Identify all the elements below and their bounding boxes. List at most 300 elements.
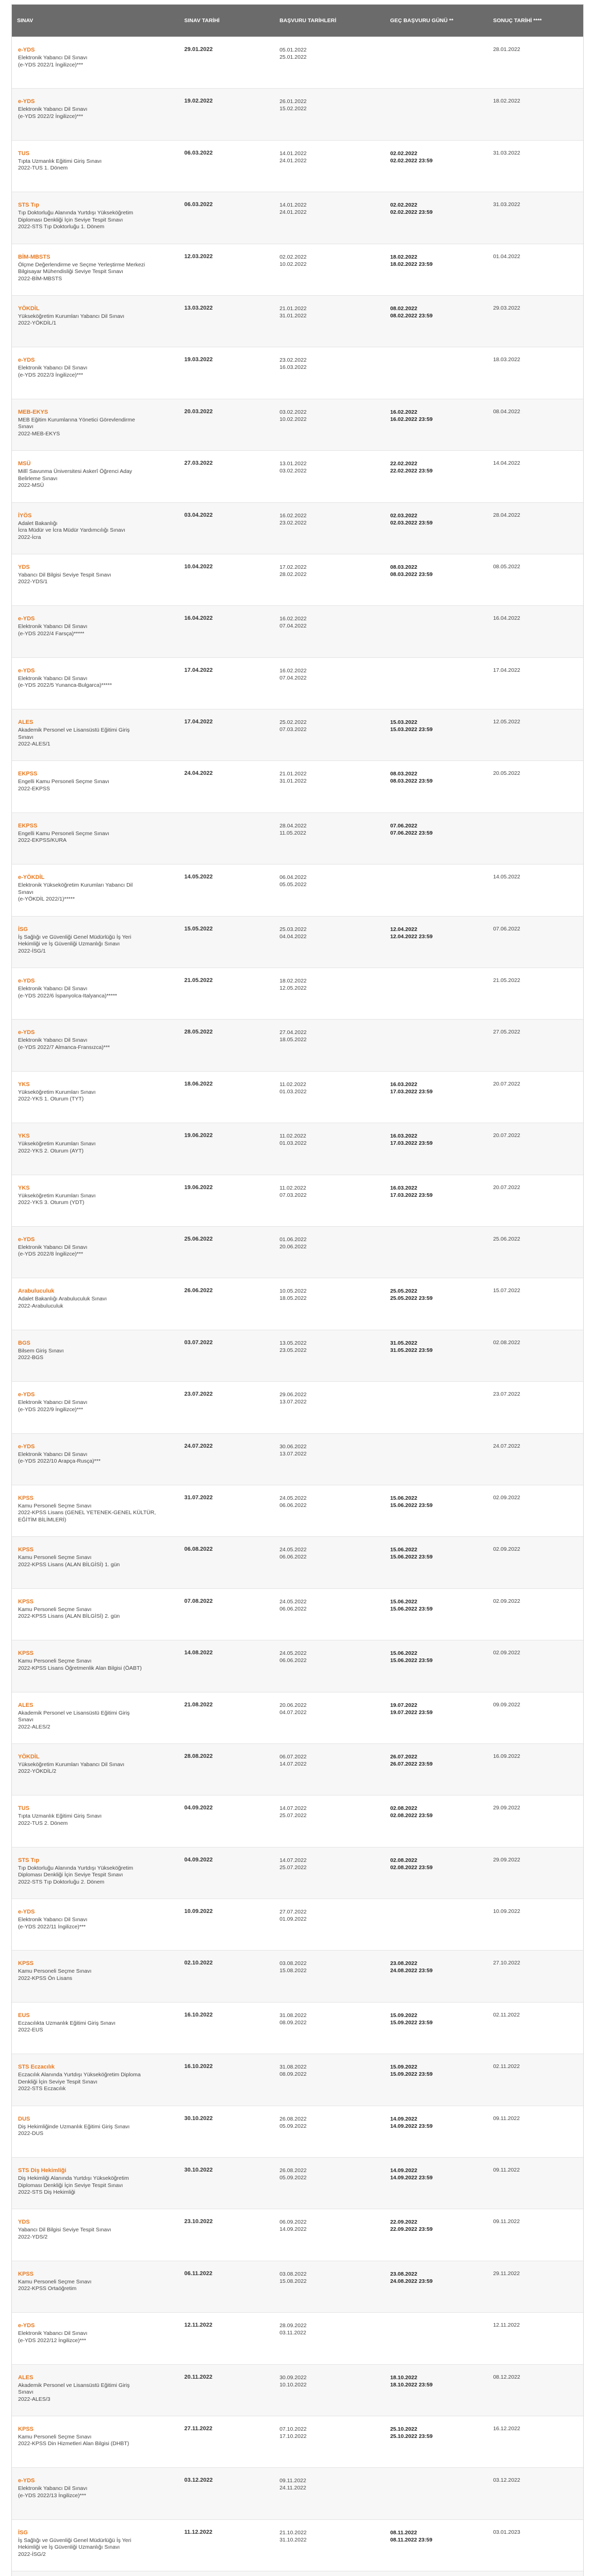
exam-date: 03.12.2022 bbox=[184, 2477, 213, 2484]
late-application-dates: 02.08.2022 02.08.2022 23:59 bbox=[390, 1805, 433, 1819]
late-application-dates: 15.03.2022 15.03.2022 23:59 bbox=[390, 719, 433, 733]
application-dates: 31.08.2022 08.09.2022 bbox=[279, 2012, 307, 2026]
late-application-cell bbox=[385, 1692, 488, 1743]
result-date-cell bbox=[488, 2313, 583, 2364]
table-body bbox=[12, 37, 583, 2576]
late-application-cell bbox=[385, 2003, 488, 2054]
late-application-cell bbox=[385, 554, 488, 605]
exam-cell bbox=[12, 1692, 179, 1743]
exam-code-link[interactable]: YÖKDİL bbox=[18, 1753, 40, 1760]
table-row bbox=[12, 1536, 583, 1588]
exam-cell bbox=[12, 347, 179, 398]
exam-description: Elektronik Yabancı Dil Sınavı (e-YDS 2022/3 İngilizce)*** bbox=[18, 365, 88, 378]
result-date: 17.04.2022 bbox=[493, 667, 520, 673]
application-dates-cell bbox=[274, 1175, 385, 1226]
exam-code-link[interactable]: İYÖS bbox=[18, 512, 32, 519]
result-date: 09.09.2022 bbox=[493, 1701, 520, 1708]
late-application-dates: 14.09.2022 14.09.2022 23:59 bbox=[390, 2167, 433, 2181]
late-application-dates: 18.10.2022 18.10.2022 23:59 bbox=[390, 2374, 433, 2388]
exam-code-link[interactable]: YKS bbox=[18, 1184, 30, 1191]
exam-date-cell bbox=[179, 865, 274, 916]
application-dates: 13.05.2022 23.05.2022 bbox=[279, 1340, 307, 1353]
table-row bbox=[12, 1899, 583, 1950]
table-row bbox=[12, 502, 583, 554]
application-dates: 05.01.2022 25.01.2022 bbox=[279, 47, 307, 60]
exam-date-cell bbox=[179, 1537, 274, 1588]
application-dates-cell bbox=[274, 1227, 385, 1278]
exam-date-cell bbox=[179, 451, 274, 502]
exam-date: 02.10.2022 bbox=[184, 1960, 213, 1967]
exam-code-link[interactable]: İSG bbox=[18, 2529, 28, 2536]
application-dates-cell bbox=[274, 1434, 385, 1485]
late-application-dates: 26.07.2022 26.07.2022 23:59 bbox=[390, 1753, 433, 1767]
result-date-cell bbox=[488, 1434, 583, 1485]
exam-code-link[interactable]: STS Eczacılık bbox=[18, 2064, 55, 2071]
application-dates-cell bbox=[274, 89, 385, 140]
exam-description: Tıpta Uzmanlık Eğitimi Giriş Sınavı 2022-TUS 1. Dönem bbox=[18, 158, 102, 172]
late-application-dates: 15.06.2022 15.06.2022 23:59 bbox=[390, 1650, 433, 1664]
exam-description: Elektronik Yabancı Dil Sınavı (e-YDS 2022/9 İngilizce)*** bbox=[18, 1399, 88, 1413]
table-row bbox=[12, 140, 583, 192]
result-date-cell bbox=[488, 1020, 583, 1071]
exam-code-link[interactable]: KPSS bbox=[18, 1650, 34, 1657]
table-row bbox=[12, 1485, 583, 1536]
late-application-cell bbox=[385, 813, 488, 864]
exam-code-link[interactable]: STS Tıp bbox=[18, 1857, 39, 1863]
exam-description: Kamu Personeli Seçme Sınavı 2022-KPSS Din Hizmetleri Alan Bilgisi (DHBT) bbox=[18, 2433, 129, 2447]
result-date: 29.03.2022 bbox=[493, 304, 520, 311]
exam-code-link[interactable]: e-YDS bbox=[18, 978, 35, 985]
exam-cell bbox=[12, 865, 179, 916]
application-dates: 24.05.2022 06.06.2022 bbox=[279, 1495, 307, 1509]
exam-date: 11.12.2022 bbox=[184, 2529, 212, 2535]
application-dates-cell bbox=[274, 1330, 385, 1381]
table-row bbox=[12, 1330, 583, 1381]
application-dates: 21.10.2022 31.10.2022 bbox=[279, 2529, 307, 2543]
exam-cell bbox=[12, 2571, 179, 2576]
application-dates: 03.02.2022 10.02.2022 bbox=[279, 409, 307, 422]
application-dates-cell bbox=[274, 1382, 385, 1433]
application-dates: 14.07.2022 25.07.2022 bbox=[279, 1857, 307, 1871]
exam-code-link[interactable]: MEB-EKYS bbox=[18, 409, 48, 415]
result-date: 12.05.2022 bbox=[493, 719, 520, 725]
exam-cell bbox=[12, 1278, 179, 1329]
exam-description: Akademik Personel ve Lisansüstü Eğitimi Giriş Sınavı 2022-ALES/3 bbox=[18, 2382, 130, 2402]
table-row bbox=[12, 2312, 583, 2364]
exam-date: 06.03.2022 bbox=[184, 149, 213, 156]
exam-code-link[interactable]: KPSS bbox=[18, 1495, 34, 1501]
exam-description: Yabancı Dil Bilgisi Seviye Tespit Sınavı 2022-YDS/2 bbox=[18, 2227, 111, 2240]
exam-description: Adalet Bakanlığı İcra Müdür ve İcra Müdür Yardımcılığı Sınavı 2022-İcra bbox=[18, 520, 125, 540]
exam-cell bbox=[12, 2054, 179, 2105]
exam-date: 31.07.2022 bbox=[184, 1494, 213, 1501]
result-date: 20.07.2022 bbox=[493, 1132, 520, 1139]
exam-code-link[interactable]: KPSS bbox=[18, 1960, 34, 1967]
late-application-cell bbox=[385, 1485, 488, 1536]
exam-date-cell bbox=[179, 2054, 274, 2105]
exam-code-link[interactable]: BGS bbox=[18, 1340, 30, 1346]
exam-date-cell bbox=[179, 2571, 274, 2576]
exam-date-cell bbox=[179, 554, 274, 605]
exam-code-link[interactable]: YÖKDİL bbox=[18, 305, 40, 312]
result-date: 27.10.2022 bbox=[493, 1960, 520, 1967]
application-dates-cell bbox=[274, 865, 385, 916]
exam-code-link[interactable]: Arabuluculuk bbox=[18, 1288, 55, 1295]
table-row bbox=[12, 2261, 583, 2312]
exam-cell bbox=[12, 244, 179, 295]
exam-description: Engelli Kamu Personeli Seçme Sınavı 2022-EKPSS bbox=[18, 778, 109, 792]
exam-code-link[interactable]: DUS bbox=[18, 2115, 30, 2122]
application-dates-cell bbox=[274, 554, 385, 605]
table-row bbox=[12, 192, 583, 243]
result-date: 08.05.2022 bbox=[493, 563, 520, 570]
exam-cell bbox=[12, 1951, 179, 2002]
exam-code-link[interactable]: KPSS bbox=[18, 1547, 34, 1553]
result-date-cell bbox=[488, 1485, 583, 1536]
late-application-dates: 02.08.2022 02.08.2022 23:59 bbox=[390, 1857, 433, 1871]
exam-date: 18.06.2022 bbox=[184, 1080, 213, 1087]
application-dates-cell bbox=[274, 2520, 385, 2571]
exam-description: Eczacılık Alanında Yurtdışı Yükseköğretim Diploma Denkliği İçin Seviye Tespit Sınavı 2022-STS Eczacılık bbox=[18, 2072, 141, 2092]
exam-code-link[interactable]: KPSS bbox=[18, 2426, 34, 2432]
application-dates: 30.09.2022 10.10.2022 bbox=[279, 2374, 307, 2388]
late-application-cell bbox=[385, 1227, 488, 1278]
exam-date: 23.07.2022 bbox=[184, 1391, 213, 1398]
exam-code-link[interactable]: e-YDS bbox=[18, 1443, 35, 1450]
exam-cell bbox=[12, 399, 179, 450]
result-date: 16.12.2022 bbox=[493, 2425, 520, 2432]
result-date: 12.11.2022 bbox=[493, 2322, 520, 2329]
result-date-cell bbox=[488, 2571, 583, 2576]
exam-code-link[interactable]: e-YDS bbox=[18, 357, 35, 364]
exam-cell bbox=[12, 968, 179, 1019]
late-application-dates: 02.02.2022 02.02.2022 23:59 bbox=[390, 150, 433, 164]
exam-code-link[interactable]: e-YDS bbox=[18, 98, 35, 105]
late-application-cell bbox=[385, 399, 488, 450]
exam-description: MEB Eğitim Kurumlarına Yönetici Görevlendirme Sınavı 2022-MEB-EKYS bbox=[18, 416, 135, 437]
late-application-cell bbox=[385, 2571, 488, 2576]
exam-description: Akademik Personel ve Lisansüstü Eğitimi Giriş Sınavı 2022-ALES/1 bbox=[18, 727, 130, 748]
table-row bbox=[12, 709, 583, 760]
exam-cell bbox=[12, 2416, 179, 2467]
late-application-cell bbox=[385, 451, 488, 502]
header-application-dates: BAŞVURU TARİHLERİ bbox=[279, 18, 337, 24]
header-result-date: SONUÇ TARİHİ **** bbox=[493, 18, 542, 24]
late-application-cell bbox=[385, 2468, 488, 2519]
application-dates-cell bbox=[274, 968, 385, 1019]
exam-code-link[interactable]: YKS bbox=[18, 1081, 30, 1088]
late-application-dates: 07.06.2022 07.06.2022 23:59 bbox=[390, 822, 433, 836]
table-row bbox=[12, 244, 583, 295]
exam-description: Kamu Personeli Seçme Sınavı 2022-KPSS Lisans (ALAN BİLGİSİ) 2. gün bbox=[18, 1606, 120, 1620]
exam-cell bbox=[12, 1175, 179, 1226]
exam-description: Ölçme Değerlendirme ve Seçme Yerleştirme Merkezi Bilgisayar Mühendisliği Seviye Tespit Sınavı 2022-BİM-MBSTS bbox=[18, 261, 145, 282]
application-dates-cell bbox=[274, 399, 385, 450]
late-application-dates: 15.06.2022 15.06.2022 23:59 bbox=[390, 1547, 433, 1561]
exam-date: 21.05.2022 bbox=[184, 977, 213, 984]
late-application-dates: 15.09.2022 15.09.2022 23:59 bbox=[390, 2064, 433, 2078]
exam-code-link[interactable]: MSÜ bbox=[18, 461, 31, 467]
exam-date-cell bbox=[179, 658, 274, 709]
exam-code-link[interactable]: YDS bbox=[18, 564, 30, 570]
exam-cell bbox=[12, 2209, 179, 2260]
exam-code-link[interactable]: İSG bbox=[18, 926, 28, 933]
exam-code-link[interactable]: e-YDS bbox=[18, 1392, 35, 1398]
result-date-cell bbox=[488, 2158, 583, 2209]
result-date-cell bbox=[488, 1278, 583, 1329]
result-date: 27.05.2022 bbox=[493, 1029, 520, 1036]
exam-code-link[interactable]: EUS bbox=[18, 2012, 30, 2019]
exam-cell bbox=[12, 296, 179, 347]
late-application-cell bbox=[385, 2365, 488, 2416]
table-row bbox=[12, 1278, 583, 1329]
exam-code-link[interactable]: ALES bbox=[18, 2374, 34, 2381]
exam-code-link[interactable]: ALES bbox=[18, 1702, 34, 1708]
exam-date: 16.10.2022 bbox=[184, 2011, 213, 2018]
exam-code-link[interactable]: e-YÖKDİL bbox=[18, 874, 45, 881]
exam-date: 12.11.2022 bbox=[184, 2322, 212, 2329]
exam-description: Kamu Personeli Seçme Sınavı 2022-KPSS Ortaöğretim bbox=[18, 2278, 92, 2292]
exam-code-link[interactable]: e-YDS bbox=[18, 1236, 35, 1243]
late-application-dates: 22.09.2022 22.09.2022 23:59 bbox=[390, 2219, 433, 2233]
exam-description: Kamu Personeli Seçme Sınavı 2022-KPSS Ön Lisans bbox=[18, 1968, 92, 1981]
result-date-cell bbox=[488, 244, 583, 295]
result-date-cell bbox=[488, 2468, 583, 2519]
exam-date: 23.10.2022 bbox=[184, 2218, 213, 2225]
exam-description: Bilsem Giriş Sınavı 2022-BGS bbox=[18, 1347, 64, 1361]
exam-code-link[interactable]: e-YDS bbox=[18, 667, 35, 674]
exam-date: 17.04.2022 bbox=[184, 719, 213, 725]
exam-cell bbox=[12, 606, 179, 657]
exam-code-link[interactable]: YKS bbox=[18, 1133, 30, 1140]
exam-date: 27.03.2022 bbox=[184, 460, 213, 467]
result-date-cell bbox=[488, 1589, 583, 1640]
table-row bbox=[12, 2157, 583, 2209]
result-date-cell bbox=[488, 2003, 583, 2054]
result-date-cell bbox=[488, 1692, 583, 1743]
exam-description: Elektronik Yabancı Dil Sınavı (e-YDS 2022/6 İspanyolca-Italyanca)***** bbox=[18, 986, 118, 999]
exam-date: 17.04.2022 bbox=[184, 667, 213, 673]
late-application-dates: 25.10.2022 25.10.2022 23:59 bbox=[390, 2426, 433, 2439]
exam-code-link[interactable]: e-YDS bbox=[18, 616, 35, 622]
exam-code-link[interactable]: EKPSS bbox=[18, 822, 38, 829]
table-row bbox=[12, 1226, 583, 1278]
table-row bbox=[12, 2519, 583, 2571]
table-row bbox=[12, 2416, 583, 2467]
late-application-cell bbox=[385, 1123, 488, 1174]
application-dates: 18.02.2022 12.05.2022 bbox=[279, 978, 307, 992]
exam-description: Elektronik Yabancı Dil Sınavı (e-YDS 2022/4 Farsça)***** bbox=[18, 623, 88, 637]
result-date: 16.04.2022 bbox=[493, 615, 520, 622]
result-date: 14.05.2022 bbox=[493, 874, 520, 880]
late-application-dates: 02.02.2022 02.02.2022 23:59 bbox=[390, 202, 433, 216]
exam-code-link[interactable]: KPSS bbox=[18, 1598, 34, 1605]
exam-description: Tıpta Uzmanlık Eğitimi Giriş Sınavı 2022-TUS 2. Dönem bbox=[18, 1813, 102, 1826]
application-dates-cell bbox=[274, 1692, 385, 1743]
result-date-cell bbox=[488, 1537, 583, 1588]
exam-code-link[interactable]: e-YDS bbox=[18, 1909, 35, 1916]
exam-code-link[interactable]: BİM-MBSTS bbox=[18, 253, 51, 260]
table-row bbox=[12, 1692, 583, 1743]
exam-date-cell bbox=[179, 1123, 274, 1174]
exam-cell bbox=[12, 1485, 179, 1536]
application-dates-cell bbox=[274, 2571, 385, 2576]
exam-date-cell bbox=[179, 89, 274, 140]
exam-description: Elektronik Yabancı Dil Sınavı (e-YDS 2022/7 Almanca-Fransızca)*** bbox=[18, 1037, 110, 1050]
application-dates: 09.11.2022 24.11.2022 bbox=[279, 2478, 306, 2492]
result-date-cell bbox=[488, 968, 583, 1019]
exam-date: 24.04.2022 bbox=[184, 770, 213, 777]
exam-date-cell bbox=[179, 1382, 274, 1433]
exam-date: 21.08.2022 bbox=[184, 1701, 213, 1708]
late-application-dates: 12.04.2022 12.04.2022 23:59 bbox=[390, 926, 433, 940]
table-row bbox=[12, 812, 583, 864]
table-row bbox=[12, 2054, 583, 2105]
exam-date-cell bbox=[179, 2416, 274, 2467]
result-date: 29.11.2022 bbox=[493, 2270, 520, 2277]
late-application-cell bbox=[385, 1899, 488, 1950]
exam-code-link[interactable]: ALES bbox=[18, 719, 34, 726]
exam-date-cell bbox=[179, 1434, 274, 1485]
result-date-cell bbox=[488, 1951, 583, 2002]
exam-code-link[interactable]: e-YDS bbox=[18, 1029, 35, 1036]
exam-date-cell bbox=[179, 1227, 274, 1278]
exam-cell bbox=[12, 1744, 179, 1795]
result-date-cell bbox=[488, 347, 583, 398]
late-application-cell bbox=[385, 1175, 488, 1226]
application-dates-cell bbox=[274, 296, 385, 347]
application-dates-cell bbox=[274, 2468, 385, 2519]
late-application-cell bbox=[385, 296, 488, 347]
result-date-cell bbox=[488, 917, 583, 968]
exam-code-link[interactable]: KPSS bbox=[18, 2270, 34, 2277]
result-date: 31.03.2022 bbox=[493, 149, 520, 156]
result-date: 08.04.2022 bbox=[493, 408, 520, 415]
exam-date-cell bbox=[179, 761, 274, 812]
exam-date-cell bbox=[179, 2261, 274, 2312]
late-application-dates: 16.03.2022 17.03.2022 23:59 bbox=[390, 1133, 433, 1147]
late-application-cell bbox=[385, 1744, 488, 1795]
exam-code-link[interactable]: e-YDS bbox=[18, 2478, 35, 2484]
exam-description: Elektronik Yabancı Dil Sınavı (e-YDS 2022/2 İngilizce)*** bbox=[18, 106, 88, 120]
application-dates-cell bbox=[274, 1744, 385, 1795]
exam-description: Elektronik Yabancı Dil Sınavı (e-YDS 2022/11 İngilizce)*** bbox=[18, 1917, 88, 1930]
application-dates-cell bbox=[274, 2416, 385, 2467]
exam-date: 06.11.2022 bbox=[184, 2270, 212, 2277]
late-application-cell bbox=[385, 244, 488, 295]
late-application-cell bbox=[385, 37, 488, 88]
application-dates: 30.06.2022 13.07.2022 bbox=[279, 1443, 307, 1457]
table-row bbox=[12, 1433, 583, 1485]
exam-cell bbox=[12, 813, 179, 864]
exam-date-cell bbox=[179, 1692, 274, 1743]
exam-date-cell bbox=[179, 1795, 274, 1846]
result-date-cell bbox=[488, 1123, 583, 1174]
exam-code-link[interactable]: YDS bbox=[18, 2219, 30, 2226]
exam-code-link[interactable]: TUS bbox=[18, 150, 29, 157]
result-date: 09.11.2022 bbox=[493, 2218, 520, 2225]
exam-date-cell bbox=[179, 2209, 274, 2260]
application-dates: 27.07.2022 01.09.2022 bbox=[279, 1909, 307, 1923]
application-dates: 06.04.2022 05.05.2022 bbox=[279, 874, 307, 888]
application-dates: 14.01.2022 24.01.2022 bbox=[279, 202, 307, 216]
application-dates: 07.10.2022 17.10.2022 bbox=[279, 2426, 307, 2439]
exam-date: 04.09.2022 bbox=[184, 1856, 213, 1863]
result-date: 16.09.2022 bbox=[493, 1753, 520, 1759]
exam-date: 26.06.2022 bbox=[184, 1287, 213, 1294]
application-dates-cell bbox=[274, 1278, 385, 1329]
late-application-cell bbox=[385, 1537, 488, 1588]
exam-code-link[interactable]: EKPSS bbox=[18, 771, 38, 777]
exam-date-cell bbox=[179, 1020, 274, 1071]
application-dates-cell bbox=[274, 2209, 385, 2260]
result-date-cell bbox=[488, 296, 583, 347]
exam-cell bbox=[12, 1795, 179, 1846]
late-application-cell bbox=[385, 2261, 488, 2312]
late-application-cell bbox=[385, 347, 488, 398]
table-row bbox=[12, 1381, 583, 1433]
result-date-cell bbox=[488, 451, 583, 502]
table-row bbox=[12, 1795, 583, 1846]
exam-code-link[interactable]: TUS bbox=[18, 1805, 29, 1812]
table-header bbox=[12, 5, 583, 37]
application-dates: 11.02.2022 01.03.2022 bbox=[279, 1081, 307, 1095]
exam-cell bbox=[12, 917, 179, 968]
exam-cell bbox=[12, 2468, 179, 2519]
result-date-cell bbox=[488, 2365, 583, 2416]
exam-date: 10.04.2022 bbox=[184, 563, 213, 570]
application-dates: 28.04.2022 11.05.2022 bbox=[279, 822, 307, 836]
table-row bbox=[12, 657, 583, 709]
application-dates: 01.06.2022 20.06.2022 bbox=[279, 1236, 307, 1250]
result-date-cell bbox=[488, 606, 583, 657]
result-date-cell bbox=[488, 761, 583, 812]
late-application-cell bbox=[385, 761, 488, 812]
result-date: 14.04.2022 bbox=[493, 460, 520, 467]
result-date: 08.12.2022 bbox=[493, 2374, 520, 2380]
exam-cell bbox=[12, 1537, 179, 1588]
exam-code-link[interactable]: STS Tıp bbox=[18, 202, 39, 209]
result-date: 23.07.2022 bbox=[493, 1391, 520, 1398]
table-row bbox=[12, 1640, 583, 1691]
exam-code-link[interactable]: e-YDS bbox=[18, 47, 35, 53]
result-date-cell bbox=[488, 1175, 583, 1226]
exam-description: Kamu Personeli Seçme Sınavı 2022-KPSS Lisans (ALAN BİLGİSİ) 1. gün bbox=[18, 1554, 120, 1568]
late-application-cell bbox=[385, 606, 488, 657]
application-dates-cell bbox=[274, 761, 385, 812]
application-dates: 13.01.2022 03.02.2022 bbox=[279, 461, 307, 474]
exam-date: 28.05.2022 bbox=[184, 1029, 213, 1036]
result-date: 28.04.2022 bbox=[493, 512, 520, 518]
result-date-cell bbox=[488, 89, 583, 140]
application-dates-cell bbox=[274, 917, 385, 968]
exam-description: Yükseköğretim Kurumları Yabancı Dil Sınavı 2022-YÖKDİL/1 bbox=[18, 313, 125, 327]
exam-code-link[interactable]: STS Diş Hekimliği bbox=[18, 2167, 67, 2174]
late-application-cell bbox=[385, 709, 488, 760]
table-row bbox=[12, 88, 583, 140]
exam-description: Tıp Doktorluğu Alanında Yurtdışı Yükseköğretim Diploması Denkliği İçin Seviye Tespit Sınavı 2022-STS Tıp Doktorluğu 1. Dönem bbox=[18, 210, 134, 230]
exam-date: 14.08.2022 bbox=[184, 1650, 213, 1656]
application-dates: 02.02.2022 10.02.2022 bbox=[279, 253, 307, 267]
application-dates: 03.08.2022 15.08.2022 bbox=[279, 2270, 307, 2284]
exam-date: 06.03.2022 bbox=[184, 201, 213, 208]
result-date: 29.09.2022 bbox=[493, 1856, 520, 1863]
exam-code-link[interactable]: e-YDS bbox=[18, 2323, 35, 2329]
application-dates: 27.04.2022 18.05.2022 bbox=[279, 1029, 307, 1043]
application-dates: 16.02.2022 07.04.2022 bbox=[279, 667, 307, 681]
application-dates: 17.02.2022 28.02.2022 bbox=[279, 564, 307, 578]
exam-cell bbox=[12, 1640, 179, 1691]
